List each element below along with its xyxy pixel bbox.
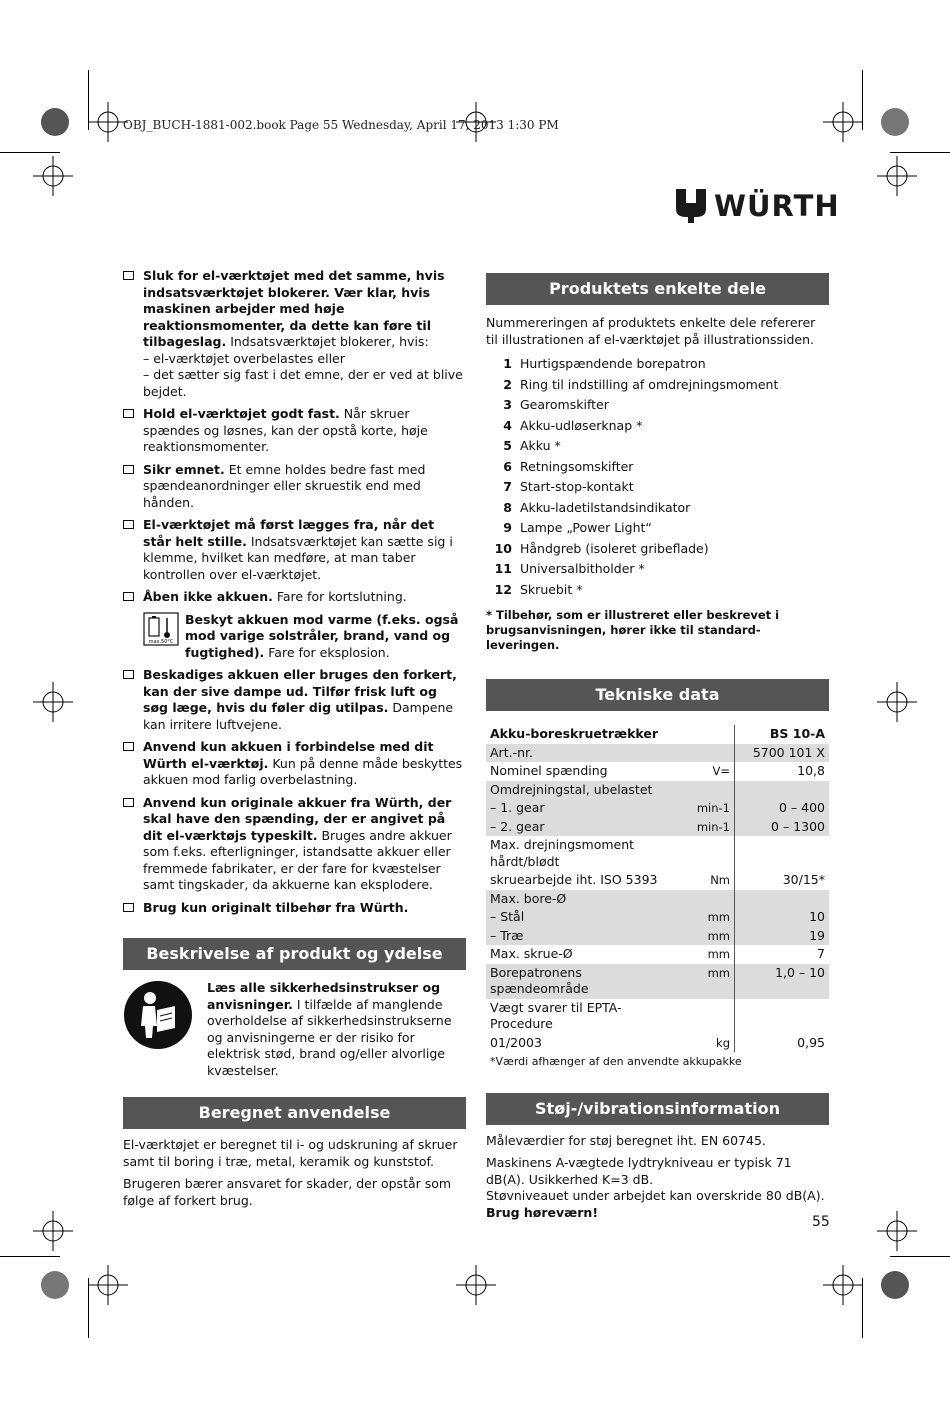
spec-label: skruearbejde iht. ISO 5393	[490, 872, 658, 887]
noise-paragraph: Måleværdier for støj beregnet iht. EN 60745.	[486, 1132, 766, 1148]
safety-item-text: Dampene kan irritere luftvejene.	[143, 700, 454, 732]
part-number: 2	[503, 376, 512, 392]
safety-item	[123, 795, 466, 894]
part-number: 10	[494, 540, 512, 556]
spec-value: 0 – 1300	[735, 818, 830, 837]
spec-label: Borepatronens spændeområde	[486, 964, 676, 999]
list-item	[486, 539, 829, 560]
part-label: Håndgreb (isoleret gribeflade)	[520, 540, 709, 556]
table-row	[486, 725, 829, 744]
right-column	[486, 273, 829, 1227]
spec-value	[735, 890, 830, 909]
list-item	[486, 416, 829, 437]
safety-item	[123, 739, 466, 789]
list-item	[486, 518, 829, 539]
left-column	[123, 268, 466, 1215]
list-item	[486, 457, 829, 478]
spec-value: 0,95	[735, 1034, 830, 1053]
spec-value: 0 – 400	[735, 799, 830, 818]
safety-item-bold: Sikr emnet.	[143, 461, 225, 477]
page-number: 55	[812, 1214, 830, 1230]
spec-unit: Nm	[710, 873, 730, 887]
table-row	[486, 890, 829, 909]
safety-item-text: Indsatsværktøjet kan sætte sig i klemme, hvilket kan medføre, at man taber kontrollen over el-værktøjet.	[143, 533, 453, 582]
safety-item	[123, 406, 466, 456]
safety-item-text: Fare for kortslutning.	[272, 589, 407, 604]
safety-item-bold: Sluk for el-værktøjet med det samme, hvis indsatsværktøjet blokerer. Vær klar, hvis maskinen arbejder med høje reaktionsmomenter, da dette kan føre til tilbageslag.	[143, 268, 445, 349]
spec-label: Art.-nr.	[486, 744, 676, 763]
list-item	[486, 436, 829, 457]
spec-unit: mm	[676, 908, 735, 927]
safety-item-bold: Beskadiges akkuen eller bruges den forkert, kan der sive dampe ud. Tilfør frisk luft og søg læge, hvis du føler dig utilpas.	[143, 667, 457, 715]
intended-use-paragraph: El-værktøjet er beregnet til i- og udskruning af skruer samt til boring i træ, metal, keramik og kunststof.	[123, 1137, 458, 1169]
noise-paragraph: Maskinens A-vægtede lydtrykniveau er typisk 71 dB(A). Usikkerhed K=3 dB.	[486, 1155, 792, 1187]
read-instructions-bold: Læs alle sikkerhedsinstrukser og anvisninger.	[207, 980, 441, 1012]
spec-unit: mm	[676, 927, 735, 946]
noise-paragraph: Støvniveauet under arbejdet kan overskride 80 dB(A).	[486, 1188, 825, 1203]
table-row	[486, 927, 829, 946]
part-label: Skruebit *	[520, 581, 583, 597]
safety-item-text: Et emne holdes bedre fast med spændeanordninger eller skruestik end med hånden.	[143, 461, 426, 510]
checkbox-bullet-icon	[123, 798, 134, 807]
heat-warning-text: Fare for eksplosion.	[264, 644, 390, 660]
heat-warning	[143, 612, 466, 662]
list-item	[486, 559, 829, 580]
safety-item-bold: Brug kun originalt tilbehør fra Würth.	[143, 899, 409, 915]
spec-note: *Værdi afhænger af den anvendte akkupakke	[490, 1055, 742, 1068]
table-row	[486, 744, 829, 763]
spec-value: 5700 101 X	[735, 744, 830, 763]
part-number: 1	[503, 356, 512, 371]
safety-item-text: Kun på denne måde beskyttes akkuen mod farlig overbelastning.	[143, 755, 463, 787]
spec-label: Max. skrue-Ø	[490, 946, 573, 961]
spec-label: 01/2003	[490, 1034, 542, 1050]
spec-value	[735, 836, 830, 871]
table-row	[486, 964, 829, 999]
part-number: 3	[503, 397, 512, 412]
spec-header-name: Akku-boreskruetrækker	[490, 726, 659, 741]
checkbox-bullet-icon	[123, 271, 134, 280]
intended-use-paragraph: Brugeren bærer ansvaret for skader, der opstår som følge af forkert brug.	[123, 1176, 452, 1208]
table-row	[486, 908, 829, 927]
table-row	[486, 871, 829, 890]
safety-item	[123, 667, 466, 733]
spec-unit	[676, 836, 735, 871]
spec-label: Max. bore-Ø	[486, 890, 676, 909]
dash-line: – det sætter sig fast i det emne, der er ved at blive bejdet.	[143, 367, 463, 399]
table-row	[486, 836, 829, 871]
list-item	[486, 395, 829, 416]
parts-intro: Nummereringen af produktets enkelte dele refererer til illustrationen af el-værktøjet på illustrationssiden.	[486, 315, 816, 347]
checkbox-bullet-icon	[123, 520, 134, 529]
safety-item-bold: Hold el-værktøjet godt fast.	[143, 406, 340, 421]
safety-item-bold: Åben ikke akkuen.	[143, 589, 273, 604]
read-manual-icon	[123, 980, 193, 1050]
section-heading-noise: Støj-/vibrationsinformation	[486, 1093, 829, 1125]
spec-unit	[676, 744, 735, 763]
list-item	[486, 375, 829, 396]
table-row	[486, 781, 829, 800]
spec-value: 1,0 – 10	[735, 964, 830, 999]
part-label: Hurtigspændende borepatron	[520, 356, 706, 371]
part-number: 6	[503, 458, 512, 474]
parts-footnote: * Tilbehør, som er illustreret eller beskrevet i brugsanvisningen, hører ikke til standard-leveringen.	[486, 608, 780, 652]
section-heading-description: Beskrivelse af produkt og ydelse	[123, 938, 466, 970]
safety-item	[123, 462, 466, 512]
part-number: 9	[503, 520, 512, 535]
part-label: Akku *	[520, 438, 561, 453]
spec-value	[735, 781, 830, 800]
part-label: Akku-udløserknap *	[520, 417, 643, 433]
spec-label: Vægt svarer til EPTA-Procedure	[490, 999, 622, 1031]
part-label: Universalbitholder *	[520, 561, 645, 576]
safety-item-bold: El-værktøjet må først lægges fra, når det står helt stille.	[143, 517, 435, 549]
table-row	[486, 762, 829, 781]
spec-unit	[676, 890, 735, 909]
safety-item	[123, 900, 466, 917]
spec-unit	[676, 999, 735, 1034]
checkbox-bullet-icon	[123, 742, 134, 751]
table-row	[486, 945, 829, 964]
spec-unit: kg	[716, 1035, 730, 1050]
spec-unit: min-1	[676, 818, 735, 837]
checkbox-bullet-icon	[123, 670, 134, 679]
table-row	[486, 999, 829, 1034]
table-row	[486, 799, 829, 818]
battery-heat-icon	[143, 612, 179, 646]
spec-label: – 1. gear	[486, 799, 676, 818]
table-row	[486, 1034, 829, 1053]
print-header: OBJ_BUCH-1881-002.book Page 55 Wednesday, April 17, 2013 1:30 PM	[123, 118, 559, 132]
safety-item-text: Indsatsværktøjet blokerer, hvis:	[226, 334, 429, 349]
spec-label: – 2. gear	[486, 818, 676, 837]
spec-label: – Træ	[486, 927, 676, 946]
spec-unit: min-1	[676, 799, 735, 818]
wurth-logo	[676, 189, 840, 223]
safety-item-bold: Anvend kun originale akkuer fra Würth, der skal have den spænding, der er angivet på dit el-værktøjs typeskilt.	[143, 794, 452, 843]
section-heading-intended-use: Beregnet anvendelse	[123, 1097, 466, 1129]
list-item	[486, 580, 829, 601]
spec-unit: V=	[712, 764, 730, 778]
safety-item	[123, 589, 466, 606]
part-label: Start-stop-kontakt	[520, 479, 634, 494]
spec-label: Omdrejningstal, ubelastet	[486, 781, 676, 800]
safety-item	[123, 517, 466, 583]
parts-list	[486, 354, 829, 600]
part-number: 11	[494, 561, 512, 576]
dash-line: – el-værktøjet overbelastes eller	[143, 350, 345, 366]
spec-value	[735, 999, 830, 1034]
heat-icon-label: max.50°C	[148, 638, 174, 645]
part-label: Retningsomskifter	[520, 458, 634, 474]
spec-label: Max. drejningsmoment hårdt/blødt	[490, 837, 635, 869]
section-heading-tech: Tekniske data	[486, 679, 829, 711]
section-heading-parts: Produktets enkelte dele	[486, 273, 829, 305]
safety-item-bold: Anvend kun akkuen i forbindelse med dit Würth el-værktøj.	[143, 739, 434, 771]
part-label: Ring til indstilling af omdrejningsmoment	[520, 376, 779, 392]
noise-paragraph-bold: Brug høreværn!	[486, 1204, 599, 1220]
spec-value: 7	[735, 945, 830, 964]
spec-unit	[676, 781, 735, 800]
spec-unit: mm	[707, 947, 730, 961]
spec-header-value: BS 10-A	[735, 725, 830, 744]
safety-item-text: Bruges andre akkuer som f.eks. efterligninger, istandsatte akkuer eller fremmede fabrikater, er der fare for kvæstelser samt tingskader, da akkuerne kan eksplodere.	[143, 827, 452, 892]
checkbox-bullet-icon	[123, 465, 134, 474]
spec-value: 10,8	[735, 762, 830, 781]
heat-warning-bold: Beskyt akkuen mod varme (f.eks. også mod varige solstråler, brand, vand og fugtighed).	[185, 611, 459, 660]
safety-item	[123, 268, 466, 400]
checkbox-bullet-icon	[123, 592, 134, 601]
read-instructions-text: I tilfælde af manglende overholdelse af sikkerhedsinstrukserne og anvisningerne er der risiko for elektrisk stød, brand og/eller alvorlige kvæstelser.	[207, 996, 452, 1078]
spec-unit: mm	[676, 964, 735, 999]
spec-table	[486, 725, 829, 1052]
wurth-emblem-icon	[676, 189, 706, 223]
part-number: 12	[494, 581, 512, 597]
spec-value: 30/15*	[735, 871, 830, 890]
part-number: 7	[503, 479, 512, 494]
logo-text: WÜRTH	[714, 189, 840, 223]
part-number: 4	[503, 417, 512, 433]
part-label: Gearomskifter	[520, 397, 609, 412]
part-label: Lampe „Power Light“	[520, 520, 652, 535]
list-item	[486, 354, 829, 375]
table-row	[486, 818, 829, 837]
checkbox-bullet-icon	[123, 409, 134, 418]
spec-value: 19	[735, 927, 830, 946]
read-instructions	[123, 980, 466, 1079]
safety-item-text: Når skruer spændes og løsnes, kan der opstå korte, høje reaktionsmomenter.	[143, 406, 428, 454]
list-item	[486, 477, 829, 498]
spec-label: – Stål	[486, 908, 676, 927]
spec-value: 10	[735, 908, 830, 927]
part-number: 8	[503, 499, 512, 515]
checkbox-bullet-icon	[123, 903, 134, 912]
spec-label: Nominel spænding	[490, 763, 608, 778]
list-item	[486, 498, 829, 519]
part-label: Akku-ladetilstandsindikator	[520, 499, 691, 515]
part-number: 5	[503, 438, 512, 453]
